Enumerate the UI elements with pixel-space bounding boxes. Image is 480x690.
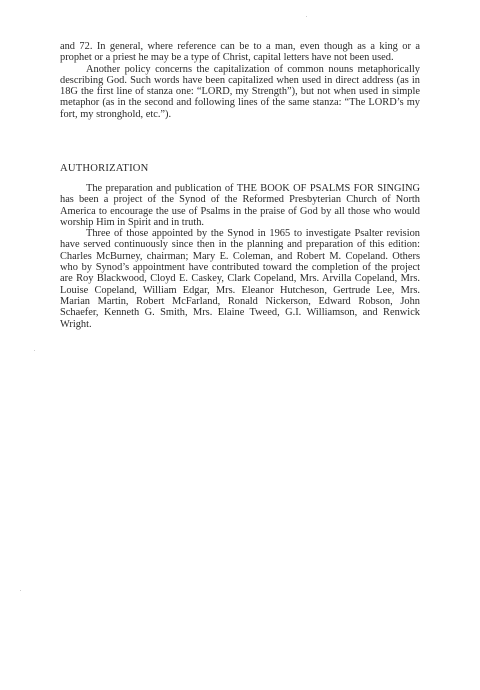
authorization-paragraph-contributors: Three of those appointed by the Synod in 1965 to investigate Psalter revision have served continuously since then in the planning and preparation of this edition: Charles McBurney, chairman; Mary E. Coleman, and Robert M. Copeland. Others who by Synod’s appointment have contributed toward the completion of the project are Roy Blackwood, Cloyd E. Caskey, Clark Copeland, Mrs. Arvilla Copeland, Mrs. Louise Copeland, William Edgar, Mrs. Eleanor Hutcheson, Gertrude Lee, Mrs. Marian Martin, Robert McFarland, Ronald Nickerson, Edward Robson, John Schaefer, Kenneth G. Smith, Mrs. Elaine Tweed, G.I. Williamson, and Renwick Wright.	[60, 228, 420, 330]
section-heading-authorization: AUTHORIZATION	[60, 163, 149, 174]
authorization-section	[60, 183, 420, 330]
scan-speck	[34, 350, 35, 351]
scan-speck	[306, 16, 307, 17]
intro-paragraph-continuation: and 72. In general, where reference can be to a man, even though as a king or a prophet or a priest he may be a type of Christ, capital letters have not been used.	[60, 41, 420, 64]
scan-speck	[20, 590, 21, 591]
authorization-paragraph-purpose: The preparation and publication of THE BOOK OF PSALMS FOR SINGING has been a project of the Synod of the Reformed Presbyterian Church of North America to encourage the use of Psalms in the praise of God by all those who would worship Him in Spirit and in truth.	[60, 183, 420, 228]
intro-paragraph-capitalization-policy: Another policy concerns the capitalization of common nouns metaphorically describing God. Such words have been capitalized when used in direct address (as in 18G the first line of stanza one: “LORD, my Strength”), but not when used in simple metaphor (as in the second and following lines of the same stanza: “The LORD’s my fort, my stronghold, etc.”).	[60, 63, 420, 120]
intro-section	[60, 41, 420, 120]
